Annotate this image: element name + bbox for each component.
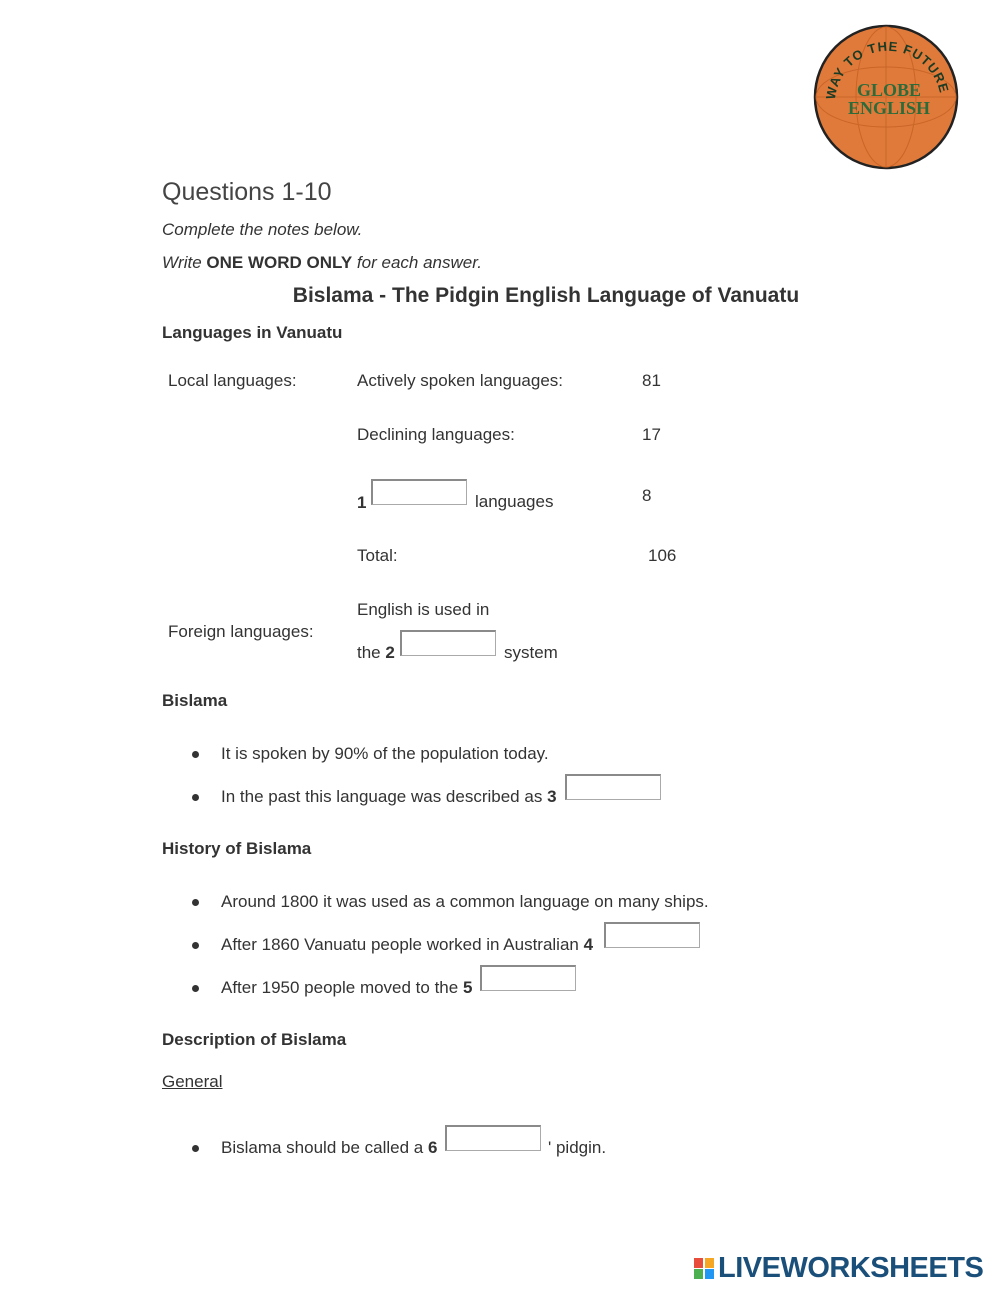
bullet-icon (192, 751, 199, 758)
subheading-general: General (162, 1072, 223, 1091)
instruction-2-bold: ONE WORD ONLY (206, 253, 353, 272)
bislama-bullet-2-text: In the past this language was described as (221, 787, 543, 806)
foreign-pre (357, 643, 395, 663)
brand-block-icon (694, 1258, 703, 1268)
q2-number: 2 (385, 643, 395, 662)
brand-block-icon (705, 1269, 714, 1279)
globe-icon (813, 24, 959, 170)
brand-block-icon (705, 1258, 714, 1268)
row-q1-label: languages (475, 492, 554, 511)
answer-4-input[interactable] (604, 922, 700, 948)
liveworksheets-brand-text: LIVEWORKSHEETS (718, 1252, 984, 1284)
bullet-icon (192, 942, 199, 949)
row-declining-label: Declining languages: (357, 425, 515, 444)
liveworksheets-logo (690, 1250, 990, 1290)
foreign-languages-label: Foreign languages: (168, 622, 314, 641)
row-q1-value: 8 (642, 486, 652, 505)
foreign-pre-text: the (357, 643, 381, 662)
brand-block-icon (694, 1269, 703, 1279)
bullet-icon (192, 794, 199, 801)
row-active-label: Actively spoken languages: (357, 371, 564, 390)
history-bullet-3 (221, 978, 472, 998)
logo-line1: GLOBE (856, 80, 922, 100)
answer-6-input[interactable] (445, 1125, 541, 1151)
answer-2-input[interactable] (400, 630, 496, 656)
history-bullet-2 (221, 935, 593, 955)
bislama-bullet-1: It is spoken by 90% of the population today. (221, 744, 549, 763)
foreign-line-1: English is used in (357, 600, 490, 619)
section-heading-description: Description of Bislama (162, 1030, 347, 1049)
globe-english-logo (813, 24, 959, 170)
q6-number: 6 (427, 1138, 438, 1157)
q3-number: 3 (547, 787, 557, 806)
q1-number: 1 (357, 493, 367, 512)
row-total-value: 106 (648, 546, 677, 565)
bullet-icon (192, 1145, 199, 1152)
answer-1-input[interactable] (371, 479, 467, 505)
questions-heading: Questions 1-10 (162, 178, 332, 206)
instruction-2 (162, 253, 482, 273)
logo-line2: ENGLISH (847, 98, 931, 118)
bullet-icon (192, 985, 199, 992)
q4-number: 4 (583, 935, 594, 954)
row-active-value: 81 (642, 371, 661, 390)
history-bullet-1: Around 1800 it was used as a common language on many ships. (221, 892, 709, 911)
row-total-label: Total: (357, 546, 398, 565)
history-bullet-2-text: After 1860 Vanuatu people worked in Australian (221, 935, 579, 954)
foreign-post: system (504, 643, 558, 662)
row-declining-value: 17 (642, 425, 661, 444)
q5-number: 5 (462, 978, 473, 997)
description-bullet-1-text: Bislama should be called a (221, 1138, 424, 1157)
section-heading-languages: Languages in Vanuatu (162, 323, 343, 342)
history-bullet-3-text: After 1950 people moved to the (221, 978, 459, 997)
answer-5-input[interactable] (480, 965, 576, 991)
logo-arc-text: WAY TO THE FUTURE (822, 38, 952, 101)
answer-3-input[interactable] (565, 774, 661, 800)
description-bullet-1 (221, 1138, 437, 1158)
description-bullet-1-post: ' pidgin. (548, 1138, 607, 1157)
page-title: Bislama - The Pidgin English Language of Vanuatu (292, 284, 800, 307)
bullet-icon (192, 899, 199, 906)
section-heading-bislama: Bislama (162, 691, 228, 710)
instruction-2-post: for each answer. (356, 253, 482, 272)
bislama-bullet-2 (221, 787, 557, 807)
section-heading-history: History of Bislama (162, 839, 312, 858)
local-languages-label: Local languages: (168, 371, 297, 390)
instruction-2-pre: Write (162, 253, 202, 272)
instruction-1: Complete the notes below. (162, 220, 363, 239)
